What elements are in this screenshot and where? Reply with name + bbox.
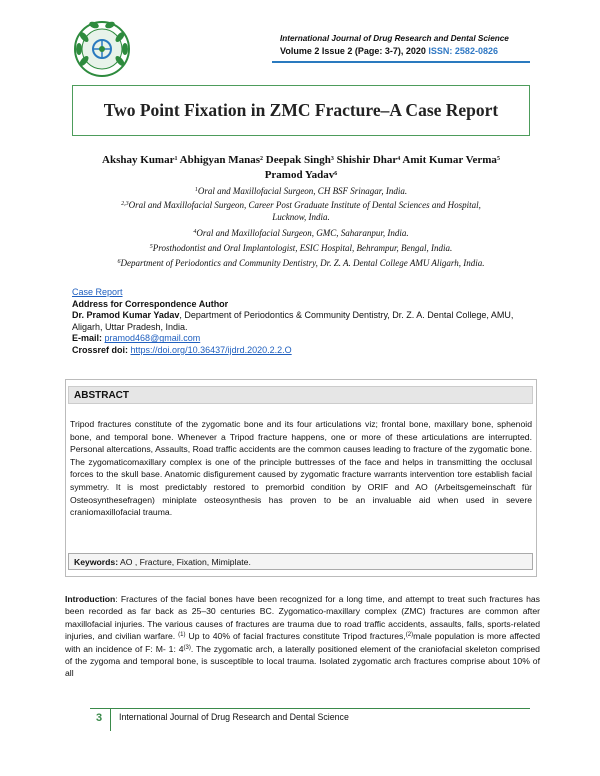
affiliation-text-cont: Lucknow, India. bbox=[272, 212, 330, 222]
email-link[interactable]: pramod468@gmail.com bbox=[104, 333, 201, 344]
paper-title: Two Point Fixation in ZMC Fracture–A Case Report bbox=[103, 100, 499, 120]
page-number: 3 bbox=[96, 712, 103, 724]
keywords-text: AO , Fracture, Fixation, Mimiplate. bbox=[118, 557, 251, 567]
authors bbox=[72, 153, 530, 183]
doi-line bbox=[72, 345, 530, 357]
intro-label: Introduction bbox=[65, 594, 116, 604]
email-line bbox=[72, 333, 530, 345]
affiliation-2 bbox=[72, 199, 530, 223]
author-name: Shishir Dhar bbox=[336, 154, 398, 166]
author-sup: 4 bbox=[397, 156, 401, 162]
author-name: Deepak Singh bbox=[265, 154, 331, 166]
author-name: Pramod Yadav bbox=[264, 169, 335, 181]
intro-text: male population is more affected with an incidence of F: M- 1: 4 bbox=[65, 631, 540, 654]
address-text: , Department of Periodontics & Community Dentistry, Dr. Z. A. Dental College, AMU, Aligarh, Uttar Pradesh, India. bbox=[72, 310, 514, 332]
affiliation-sup: 4 bbox=[193, 229, 197, 235]
doi-label: Crossref doi: bbox=[72, 344, 129, 355]
doi-link[interactable]: https://doi.org/10.36437/ijdrd.2020.2.2.O bbox=[130, 344, 292, 355]
correspondence-heading: Address for Correspondence Author bbox=[72, 298, 229, 309]
journal-name: International Journal of Drug Research and Dental Science bbox=[280, 34, 509, 43]
footer-vertical-bar bbox=[110, 709, 111, 731]
affiliation-sup: 5 bbox=[149, 244, 153, 250]
laurel-wreath-icon bbox=[72, 19, 132, 79]
issn: ISSN: 2582-0826 bbox=[428, 46, 498, 56]
author-sup: 3 bbox=[330, 156, 334, 162]
introduction-paragraph bbox=[65, 593, 540, 680]
affiliation-sup: 1 bbox=[194, 187, 198, 193]
affiliation-text: Department of Periodontics and Community Dentistry, Dr. Z. A. Dental College AMU Aligarh, India. bbox=[120, 258, 485, 268]
volume-text: Volume 2 Issue 2 (Page: 3-7), 2020 bbox=[280, 46, 426, 56]
affiliation-6 bbox=[72, 257, 530, 269]
correspondence-address bbox=[72, 310, 530, 333]
citation-ref: (1) bbox=[178, 632, 186, 639]
header-divider bbox=[272, 61, 530, 63]
affiliation-sup: 6 bbox=[117, 259, 121, 265]
affiliation-5 bbox=[72, 242, 530, 254]
author-sup: 2 bbox=[260, 156, 264, 162]
keywords-box bbox=[68, 553, 533, 570]
author-name: Amit Kumar Verma bbox=[402, 154, 497, 166]
correspondence-author: Dr. Pramod Kumar Yadav bbox=[72, 310, 180, 321]
footer-divider bbox=[90, 708, 530, 709]
citation-ref: (2) bbox=[405, 632, 414, 639]
affiliation-text: Oral and Maxillofacial Surgeon, GMC, Saharanpur, India. bbox=[196, 228, 409, 238]
title-box bbox=[72, 85, 530, 136]
journal-logo bbox=[72, 19, 132, 79]
email-label: E-mail: bbox=[72, 333, 103, 344]
author-sup: 1 bbox=[174, 156, 178, 162]
author-sup: 6 bbox=[334, 171, 338, 177]
volume-info bbox=[280, 46, 498, 56]
author-sup: 5 bbox=[496, 156, 500, 162]
affiliation-text: Oral and Maxillofacial Surgeon, Career Post Graduate Institute of Dental Sciences and Hospital, bbox=[128, 200, 481, 210]
abstract-body: Tripod fractures constitute of the zygomatic bone and its four articulations viz; frontal bone, maxillary bone, sphenoid bone, and temporal bone. Whenever a Tripod fracture happens, one or more of these articulations are interrupted. Personal altercations, Assaults, Road traffic accidents are the common causes leading to fracture of the zygomatic bone. The zygomaticomaxillary complex is one of the principle buttresses of the face and helps in transmitting the occlusal forces to the skull base. Anatomic disfigurement caused by zygomatic fracture warrants intervention tore establish facial symmetry. It is most predictably restored to premorbid condition by ORIF and AO (Arbeitsgemeinschaft für Osteosynthesefragen) miniplate osteosynthesis has proven to be an invaluable aid when used in severe craniomaxillofacial trauma. bbox=[70, 419, 532, 518]
author-name: Akshay Kumar bbox=[102, 154, 175, 166]
affiliation-sup: 2,3 bbox=[121, 201, 129, 207]
intro-text: Up to 40% of facial fractures constitute Tripod fractures, bbox=[185, 631, 406, 642]
affiliation-1 bbox=[72, 185, 530, 197]
keywords-label: Keywords: bbox=[74, 557, 119, 567]
authors-line-2 bbox=[72, 168, 530, 183]
affiliation-4 bbox=[72, 227, 530, 239]
affiliation-text: Prosthodontist and Oral Implantologist, ESIC Hospital, Behrampur, Bengal, India. bbox=[152, 243, 453, 253]
citation-ref: (3) bbox=[183, 644, 191, 651]
affiliation-text: Oral and Maxillofacial Surgeon, CH BSF Srinagar, India. bbox=[197, 186, 408, 196]
intro-text: . The zygomatic arch, a laterally positioned element of the craniofacial skeleton comprised of the zygoma and temporal bone, is susceptible to local trauma. Isolated zygomatic arch fractures comprise about 10% of all bbox=[65, 643, 540, 679]
author-name: Abhigyan Manas bbox=[179, 154, 261, 166]
article-type-link[interactable]: Case Report bbox=[72, 287, 123, 297]
footer-journal-name: International Journal of Drug Research and Dental Science bbox=[119, 712, 349, 722]
abstract-heading: ABSTRACT bbox=[68, 386, 533, 404]
intro-text: : Fractures of the facial bones have been recognized for a long time, and attempt to treat such fractures has been recorded as far back as 25–30 centuries BC. Zygomatico-maxillary complex (ZMC) fractures are common after maxillofacial injuries. The various causes of fractures are trauma due to road traffic accidents, assaults, falls, sports-related injuries, and civilian warfare. bbox=[65, 594, 540, 642]
authors-line-1 bbox=[72, 153, 530, 168]
correspondence-block bbox=[72, 287, 530, 357]
